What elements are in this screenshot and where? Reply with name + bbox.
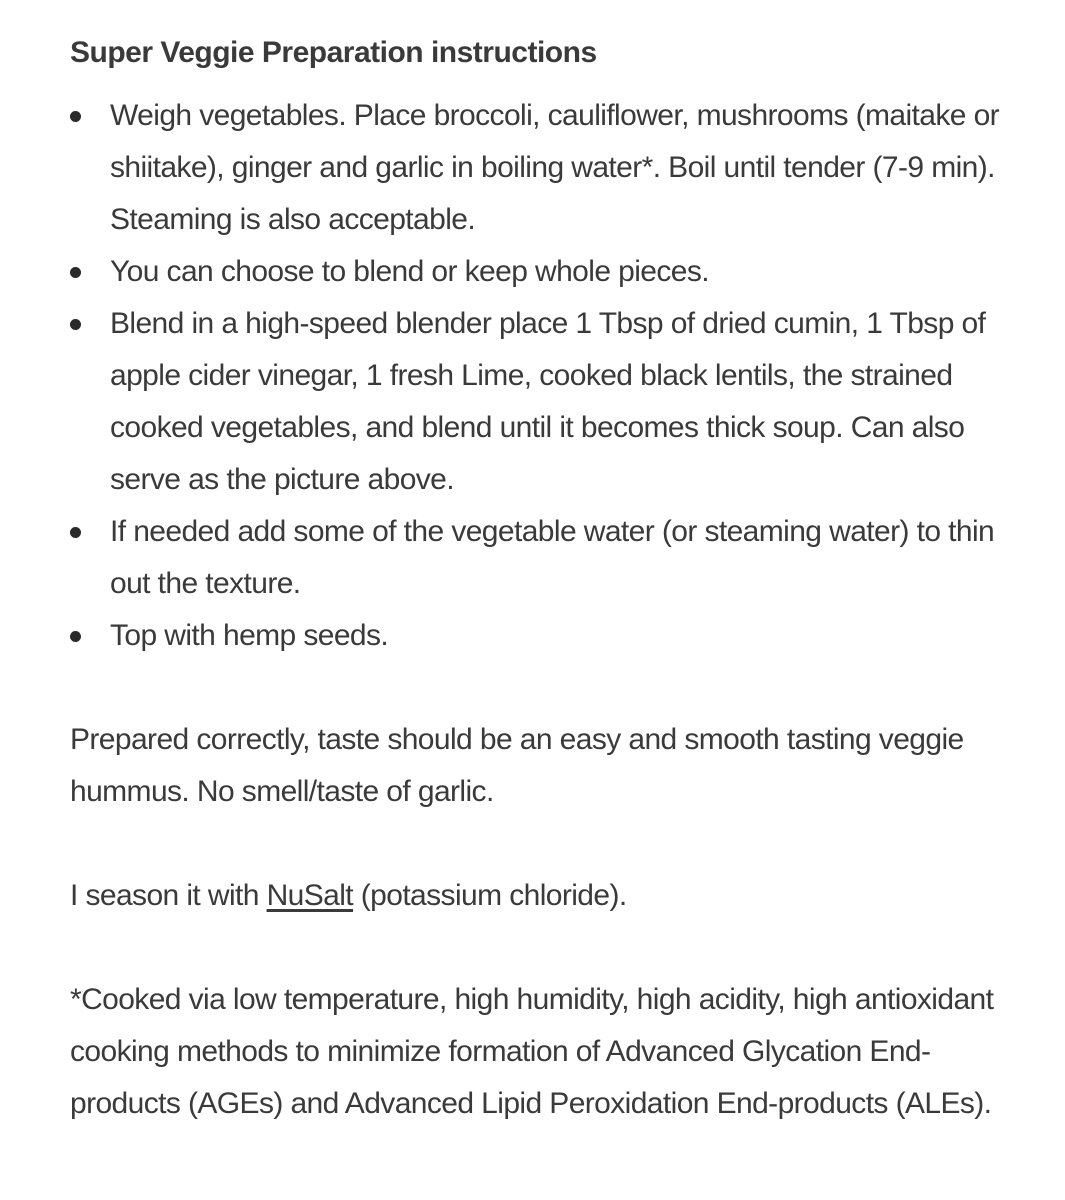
bullet-icon [70, 319, 81, 330]
step-text: Weigh vegetables. Place broccoli, cauliflower, mushrooms (maitake or shiitake), ginger and garlic in boiling water*. Boil until tender (7-9 min). Steaming is also acceptable. [110, 99, 1000, 236]
bullet-icon [70, 267, 81, 278]
step-text: If needed add some of the vegetable water (or steaming water) to thin out the texture. [110, 515, 995, 600]
taste-note: Prepared correctly, taste should be an easy and smooth tasting veggie hummus. No smell/taste of garlic. [70, 723, 964, 808]
list-item [70, 246, 1030, 298]
season-note [70, 870, 1030, 922]
season-prefix: I season it with [70, 879, 267, 912]
step-text: Top with hemp seeds. [110, 619, 389, 652]
spacer [70, 818, 1030, 870]
season-suffix: (potassium chloride). [353, 879, 627, 912]
list-item [70, 298, 1030, 506]
recipe-content [70, 30, 1030, 1130]
bullet-icon [70, 631, 81, 642]
step-text: Blend in a high-speed blender place 1 Tbsp of dried cumin, 1 Tbsp of apple cider vinegar, 1 fresh Lime, cooked black lentils, the strained cooked vegetables, and blend until it becomes thick soup. Can also serve as the picture above. [110, 307, 986, 496]
list-item [70, 610, 1030, 662]
spacer [70, 922, 1030, 974]
recipe-title: Super Veggie Preparation instructions [70, 36, 597, 69]
bullet-icon [70, 111, 81, 122]
list-item [70, 506, 1030, 610]
step-text: You can choose to blend or keep whole pieces. [110, 255, 710, 288]
bullet-icon [70, 527, 81, 538]
instruction-list [70, 90, 1030, 662]
nusalt-link[interactable]: NuSalt [266, 879, 354, 912]
list-item [70, 90, 1030, 246]
footnote: *Cooked via low temperature, high humidity, high acidity, high antioxidant cooking methods to minimize formation of Advanced Glycation End-products (AGEs) and Advanced Lipid Peroxidation End-products (ALEs). [70, 983, 994, 1120]
spacer [70, 662, 1030, 714]
